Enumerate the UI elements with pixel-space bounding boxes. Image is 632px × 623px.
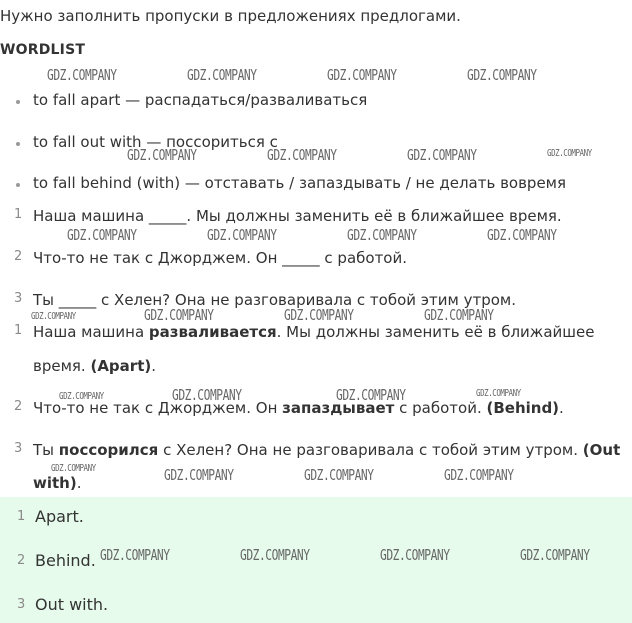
filled-answer-label: with) bbox=[33, 474, 77, 492]
filled-answer-word: разваливается bbox=[148, 323, 277, 341]
watermark: GDZ.COMPANY bbox=[284, 306, 354, 324]
exercise-sentence: Что-то не так с Джорджем. Он _____ с работой. bbox=[33, 249, 408, 267]
answer-text: Apart. bbox=[35, 507, 84, 526]
watermark: GDZ.COMPANY bbox=[59, 391, 104, 402]
exercise-number: 2 bbox=[14, 249, 23, 264]
bullet-icon bbox=[16, 183, 20, 187]
watermark: GDZ.COMPANY bbox=[67, 226, 137, 244]
answer-number: 2 bbox=[17, 553, 26, 568]
exercise-sentence: Наша машина _____. Мы должны заменить её в ближайшее время. bbox=[33, 207, 562, 225]
watermark: GDZ.COMPANY bbox=[467, 66, 537, 84]
answer-number: 3 bbox=[17, 597, 26, 612]
watermark: GDZ.COMPANY bbox=[51, 463, 96, 474]
watermark: GDZ.COMPANY bbox=[100, 546, 170, 564]
bullet-icon bbox=[16, 100, 20, 104]
filled-text: . Мы должны заменить её в ближайшее bbox=[276, 323, 595, 341]
filled-text: с Хелен? Она не разговаривала с тобой этим утром. bbox=[158, 441, 583, 459]
wordlist-item: to fall apart — распадаться/разваливаться bbox=[33, 91, 368, 109]
filled-sentence-line bbox=[33, 473, 82, 493]
bullet-icon bbox=[16, 142, 20, 146]
watermark: GDZ.COMPANY bbox=[476, 388, 521, 399]
exercise-number: 1 bbox=[14, 207, 23, 222]
watermark: GDZ.COMPANY bbox=[304, 466, 374, 484]
watermark: GDZ.COMPANY bbox=[267, 146, 337, 164]
watermark: GDZ.COMPANY bbox=[347, 226, 417, 244]
filled-sentence-line bbox=[33, 356, 156, 376]
watermark: GDZ.COMPANY bbox=[444, 466, 514, 484]
exercise-number: 3 bbox=[14, 291, 23, 306]
filled-text: . bbox=[559, 399, 564, 417]
watermark: GDZ.COMPANY bbox=[380, 546, 450, 564]
watermark: GDZ.COMPANY bbox=[127, 146, 197, 164]
filled-text: . bbox=[151, 357, 156, 375]
answer-number: 1 bbox=[17, 509, 26, 524]
filled-answer-word: поссорился bbox=[58, 441, 159, 459]
watermark: GDZ.COMPANY bbox=[327, 66, 397, 84]
watermark: GDZ.COMPANY bbox=[144, 306, 214, 324]
filled-sentence-line bbox=[33, 322, 594, 342]
watermark: GDZ.COMPANY bbox=[424, 306, 494, 324]
wordlist-item: to fall out with — поссориться с bbox=[33, 133, 278, 151]
filled-text: с работой. bbox=[394, 399, 487, 417]
filled-text: время. bbox=[33, 357, 91, 375]
watermark: GDZ.COMPANY bbox=[187, 66, 257, 84]
task-title: Нужно заполнить пропуски в предложениях предлогами. bbox=[0, 7, 461, 25]
answer-text: Behind. bbox=[35, 551, 96, 570]
filled-sentence-line bbox=[33, 398, 564, 418]
watermark: GDZ.COMPANY bbox=[172, 386, 242, 404]
filled-text: Что-то не так с Джорджем. Он bbox=[33, 399, 283, 417]
filled-answer-label: (Out bbox=[582, 441, 621, 459]
watermark: GDZ.COMPANY bbox=[240, 546, 310, 564]
watermark: GDZ.COMPANY bbox=[336, 386, 406, 404]
filled-answer-label: (Apart) bbox=[90, 357, 152, 375]
filled-answer-word: запаздывает bbox=[282, 399, 395, 417]
filled-answer-label: (Behind) bbox=[486, 399, 560, 417]
filled-number: 1 bbox=[14, 323, 23, 338]
filled-number: 3 bbox=[14, 441, 23, 456]
watermark: GDZ.COMPANY bbox=[407, 146, 477, 164]
filled-sentence-line bbox=[33, 440, 620, 460]
filled-text: . bbox=[76, 474, 82, 492]
wordlist-heading: WORDLIST bbox=[0, 42, 86, 58]
watermark: GDZ.COMPANY bbox=[520, 546, 590, 564]
watermark: GDZ.COMPANY bbox=[47, 66, 117, 84]
watermark: GDZ.COMPANY bbox=[547, 148, 592, 159]
filled-number: 2 bbox=[14, 399, 23, 414]
watermark: GDZ.COMPANY bbox=[207, 226, 277, 244]
watermark: GDZ.COMPANY bbox=[31, 311, 76, 322]
watermark: GDZ.COMPANY bbox=[164, 466, 234, 484]
exercise-sentence: Ты _____ с Хелен? Она не разговаривала с тобой этим утром. bbox=[33, 291, 516, 309]
watermark: GDZ.COMPANY bbox=[487, 226, 557, 244]
wordlist-item: to fall behind (with) — отставать / запаздывать / не делать вовремя bbox=[33, 174, 567, 192]
filled-text: Наша машина bbox=[33, 323, 149, 341]
answer-text: Out with. bbox=[35, 595, 109, 614]
filled-text: Ты bbox=[33, 441, 59, 459]
